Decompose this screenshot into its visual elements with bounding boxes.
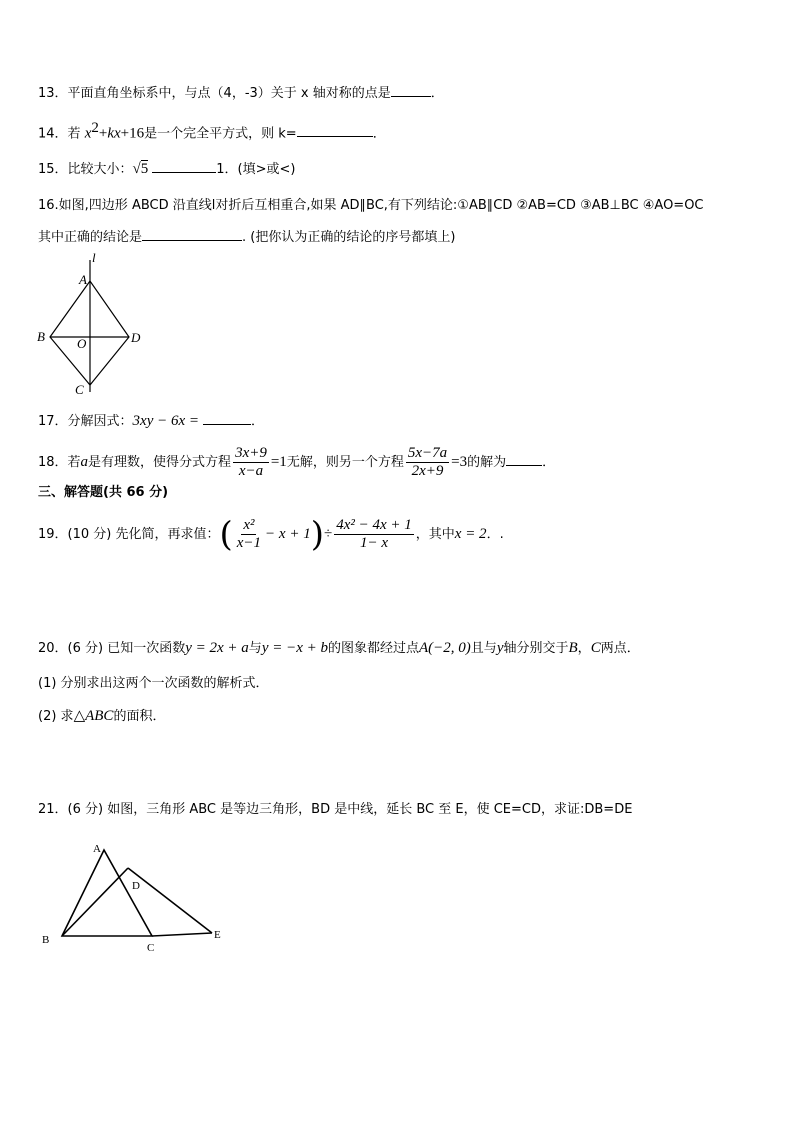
label-a: A [79, 272, 87, 287]
q20-with: 与 [248, 641, 262, 656]
question-13 [38, 82, 444, 104]
q20-point: A(−2, 0) [419, 640, 471, 656]
sqrt-icon: √ [132, 161, 141, 177]
q20-mid2: 且与 [470, 641, 497, 656]
label-d: D [132, 880, 140, 892]
q16-pre: 其中正确的结论是 [38, 230, 143, 245]
q17-end: ． [251, 414, 265, 429]
q14-plus: + [98, 125, 108, 142]
q15-post: 1．(填>或<) [216, 162, 296, 177]
q20-sub2-triangle: △ABC [73, 708, 114, 724]
label-l: l [92, 250, 96, 265]
q17-answer-blank[interactable] [203, 410, 251, 425]
label-c: C [147, 942, 155, 954]
question-20-sub1: (1) 分别求出这两个一次函数的解析式． [38, 676, 269, 691]
q19-divide: ÷ [323, 526, 333, 542]
q18-eq1: =1 [270, 454, 287, 470]
q14-end: ． [372, 126, 386, 142]
q14-x: x [84, 125, 92, 142]
q20-mid3: 轴分别交于 [503, 641, 569, 656]
q13-text: 13．平面直角坐标系中，与点（4，-3）关于 x 轴对称的点是 [38, 86, 391, 101]
q20-b: B [568, 640, 578, 656]
q20-c: C [590, 640, 601, 656]
figure-triangle [36, 838, 236, 958]
question-17 [38, 410, 264, 432]
q13-end: ． [430, 86, 444, 101]
question-14 [38, 118, 386, 144]
q18-end: ． [542, 455, 556, 470]
section-3-title: 三、解答题(共 66 分) [38, 485, 169, 500]
question-15 [38, 158, 295, 180]
label-o: O [77, 336, 87, 351]
q20-y: y [496, 640, 504, 656]
q19-f1-numerator: x² [243, 517, 255, 533]
q19-f2-denominator: 1− x [359, 535, 388, 551]
q14-k: k [107, 125, 114, 142]
figure-rhombus [30, 250, 150, 400]
label-b: B [37, 329, 45, 344]
question-21: 21．(6 分) 如图，三角形 ABC 是等边三角形，BD 是中线，延长 BC 至 E，使 CE=CD，求证:DB=DE [38, 802, 633, 817]
q19-post: ，其中 [415, 527, 455, 542]
q14-mid: 是一个完全平方式，则 k= [144, 126, 297, 142]
question-20 [38, 638, 640, 659]
q18-mid1: 是有理数，使得分式方程 [88, 455, 232, 470]
label-b: B [42, 934, 50, 946]
question-18 [38, 442, 555, 483]
q14-plus16: +16 [120, 125, 145, 142]
question-19: 19．(10 分) 先化简，再求值：( $\frac{\text{x²}}{x-1}$ − x + 1)÷ $\frac{\text{4x² − 4x + 1}}{1- x}$ ，其中x = 2．. [38, 514, 504, 555]
label-c: C [75, 382, 84, 397]
q20-f2: y = −x + b [261, 640, 328, 656]
q20-f1: y = 2x + a [185, 640, 249, 656]
q16-answer-blank[interactable] [142, 226, 242, 241]
q19-pre: 19．(10 分) 先化简，再求值： [38, 527, 220, 542]
q18-f2-numerator: 5x−7a [407, 445, 448, 461]
label-e: E [214, 929, 221, 941]
q18-eq2: =3 [451, 454, 468, 470]
q19-cond: x = 2 [454, 526, 487, 542]
question-16-line1: 16.如图,四边形 ABCD 沿直线l对折后互相重合,如果 AD∥BC,有下列结论:①AB∥CD ②AB=CD ③AB⊥BC ④AO=OC [38, 198, 704, 213]
q19-f1-denominator: x−1 [236, 535, 262, 551]
q14-square: 2 [91, 120, 99, 136]
median-bd [62, 868, 128, 936]
segment-de [128, 868, 212, 933]
question-16-line2 [38, 226, 455, 248]
q13-answer-blank[interactable] [391, 82, 431, 97]
q18-f2-denominator: 2x+9 [411, 463, 444, 479]
q19-rest: − x + 1 [265, 526, 311, 542]
q17-expr: 3xy − 6x = [132, 413, 200, 429]
q18-f1-numerator: 3x+9 [235, 445, 267, 461]
q20-sub2-pre: (2) 求 [38, 709, 74, 724]
q20-end: 两点． [600, 641, 640, 656]
q20-pre: 20．(6 分) 已知一次函数 [38, 641, 186, 656]
question-20-sub2 [38, 706, 165, 727]
q20-mid: 的图象都经过点 [328, 641, 420, 656]
label-d: D [131, 330, 141, 345]
q18-pre: 18．若 [38, 455, 81, 470]
q17-pre: 17．分解因式： [38, 414, 133, 429]
q19-f2-numerator: 4x² − 4x + 1 [336, 517, 412, 533]
q15-radicand: 5 [140, 161, 149, 177]
q15-pre: 15．比较大小： [38, 162, 133, 177]
q14-pre: 14．若 [38, 126, 81, 142]
label-a: A [93, 843, 101, 855]
q19-end: ．. [486, 527, 504, 542]
q15-answer-blank[interactable] [152, 158, 216, 173]
segment-ce [152, 933, 212, 936]
q20-sub2-post: 的面积． [113, 709, 166, 724]
q18-mid2: 无解，则另一个方程 [286, 455, 404, 470]
q14-x2: x [114, 125, 121, 142]
q18-f1-denominator: x−a [238, 463, 264, 479]
q18-mid3: 的解为 [467, 455, 507, 470]
q18-a: a [80, 454, 89, 470]
q14-answer-blank[interactable] [297, 122, 373, 137]
q18-answer-blank[interactable] [506, 451, 542, 466]
q20-comma: ， [577, 641, 591, 656]
q16-post: . (把你认为正确的结论的序号都填上) [242, 230, 456, 245]
